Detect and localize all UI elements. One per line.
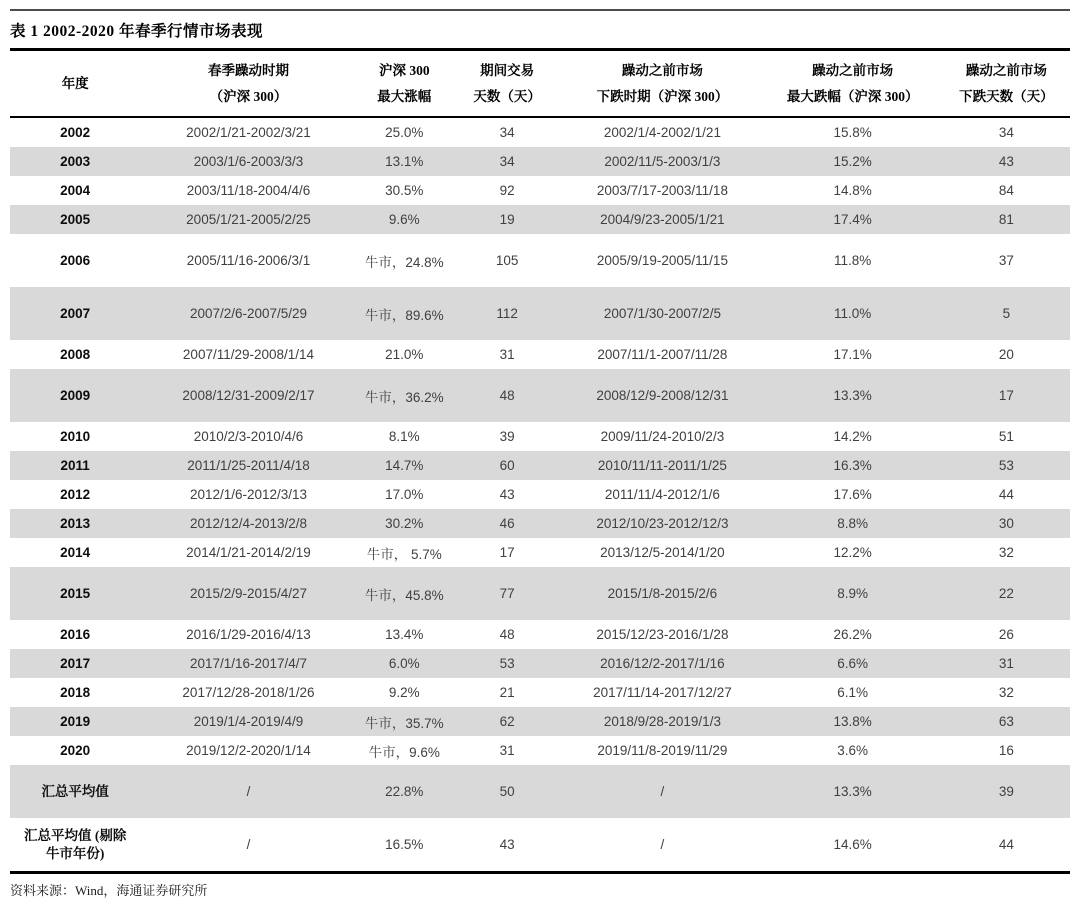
max-decline-cell: 13.8% xyxy=(833,714,872,730)
max-gain-cell: 牛市，24.8% xyxy=(364,254,444,270)
header-row xyxy=(10,50,1070,118)
trading-days-cell: 34 xyxy=(499,154,515,170)
max-decline-cell: 11.0% xyxy=(834,306,872,322)
rally-period-cell: 2019/1/4-2019/4/9 xyxy=(193,714,304,730)
max-decline-cell: 12.2% xyxy=(833,545,872,561)
col-header-year xyxy=(10,50,140,118)
trading-days-cell: 62 xyxy=(499,714,515,730)
max-decline-cell: 17.6% xyxy=(833,487,872,503)
decline-period-cell: 2002/1/4-2002/1/21 xyxy=(603,125,721,141)
rally-period-cell: 2011/1/25-2011/4/18 xyxy=(187,458,310,474)
year-cell: 2008 xyxy=(60,347,91,363)
col-header-line: 年度 xyxy=(61,75,89,91)
max-gain-cell: 22.8% xyxy=(385,784,424,800)
max-gain-cell: 6.0% xyxy=(388,656,420,672)
year-cell: 2006 xyxy=(60,253,91,269)
table-row xyxy=(10,707,1070,736)
rally-period-cell: 2017/12/28-2018/1/26 xyxy=(182,685,315,701)
summary-row xyxy=(10,765,1070,818)
col-header-line: 躁动之前市场 xyxy=(812,63,894,78)
source-note: 资料来源：Wind，海通证券研究所 xyxy=(10,883,208,899)
decline-period-cell: 2004/9/23-2005/1/21 xyxy=(600,212,725,228)
col-header-trading-days xyxy=(452,50,562,118)
rally-period-cell: 2019/12/2-2020/1/14 xyxy=(186,743,311,759)
trading-days-cell: 39 xyxy=(499,429,515,445)
decline-days-cell: 37 xyxy=(998,253,1014,269)
max-gain-cell: 14.7% xyxy=(385,458,424,474)
trading-days-cell: 48 xyxy=(499,388,515,404)
col-header-rally-period xyxy=(140,50,356,118)
decline-days-cell: 20 xyxy=(998,347,1014,363)
decline-days-cell: 84 xyxy=(998,183,1014,199)
year-cell: 2003 xyxy=(60,154,91,170)
trading-days-cell: 50 xyxy=(499,784,515,800)
decline-period-cell: 2008/12/9-2008/12/31 xyxy=(596,388,729,404)
decline-period-cell: 2011/11/4-2012/1/6 xyxy=(604,487,720,503)
max-decline-cell: 15.2% xyxy=(833,154,872,170)
rally-period-cell: / xyxy=(246,837,251,853)
decline-period-cell: 2015/12/23-2016/1/28 xyxy=(596,627,729,643)
col-header-line: 期间交易 xyxy=(480,63,535,78)
table-row xyxy=(10,620,1070,649)
max-decline-cell: 14.6% xyxy=(833,837,872,853)
col-header-max-gain xyxy=(357,50,452,118)
table-row xyxy=(10,509,1070,538)
decline-days-cell: 32 xyxy=(998,545,1014,561)
col-header-max-decline xyxy=(763,50,943,118)
rally-period-cell: 2007/11/29-2008/1/14 xyxy=(182,347,315,363)
max-gain-cell: 16.5% xyxy=(385,837,424,853)
table-row xyxy=(10,422,1070,451)
max-decline-cell: 3.6% xyxy=(837,743,869,759)
trading-days-cell: 31 xyxy=(499,743,515,759)
max-gain-cell: 牛市，36.2% xyxy=(364,389,444,405)
decline-days-cell: 22 xyxy=(998,586,1014,602)
rally-period-cell: 2002/1/21-2002/3/21 xyxy=(186,125,311,141)
year-cell: 2019 xyxy=(60,714,91,730)
rally-period-cell: 2005/1/21-2005/2/25 xyxy=(186,212,311,228)
max-decline-cell: 8.8% xyxy=(837,516,869,532)
max-gain-cell: 25.0% xyxy=(385,125,424,141)
max-gain-cell: 21.0% xyxy=(385,347,424,363)
table-row xyxy=(10,147,1070,176)
max-gain-cell: 8.1% xyxy=(388,429,420,445)
max-decline-cell: 11.8% xyxy=(834,253,872,269)
max-decline-cell: 6.6% xyxy=(837,656,869,672)
col-header-line: 最大跌幅（沪深 300） xyxy=(786,88,919,104)
decline-period-cell: 2009/11/24-2010/2/3 xyxy=(600,429,725,445)
table-row xyxy=(10,117,1070,147)
max-gain-cell: 牛市，35.7% xyxy=(364,715,444,731)
decline-days-cell: 30 xyxy=(998,516,1014,532)
year-cell: 2011 xyxy=(60,458,90,474)
trading-days-cell: 92 xyxy=(499,183,515,199)
decline-days-cell: 81 xyxy=(998,212,1014,228)
table-row xyxy=(10,369,1070,422)
decline-days-cell: 5 xyxy=(1002,306,1011,322)
rally-period-cell: 2012/1/6-2012/3/13 xyxy=(189,487,308,503)
rally-period-cell: 2005/11/16-2006/3/1 xyxy=(186,253,311,269)
max-gain-cell: 17.0% xyxy=(385,487,424,503)
trading-days-cell: 21 xyxy=(499,685,515,701)
trading-days-cell: 19 xyxy=(499,212,515,228)
table-row xyxy=(10,678,1070,707)
year-cell: 2009 xyxy=(60,388,91,404)
max-decline-cell: 17.4% xyxy=(833,212,872,228)
rally-period-cell: 2015/2/9-2015/4/27 xyxy=(189,586,308,602)
max-gain-cell: 13.4% xyxy=(385,627,424,643)
max-gain-cell: 牛市，45.8% xyxy=(364,587,444,603)
decline-days-cell: 26 xyxy=(998,627,1014,643)
table-row xyxy=(10,234,1070,287)
trading-days-cell: 105 xyxy=(495,253,519,269)
max-decline-cell: 14.2% xyxy=(833,429,872,445)
decline-days-cell: 16 xyxy=(998,743,1014,759)
year-cell: 2004 xyxy=(60,183,91,199)
col-header-line: （沪深 300） xyxy=(209,88,288,104)
table-row xyxy=(10,567,1070,620)
decline-days-cell: 63 xyxy=(998,714,1014,730)
decline-days-cell: 31 xyxy=(998,656,1014,672)
max-gain-cell: 13.1% xyxy=(385,154,424,170)
decline-days-cell: 32 xyxy=(998,685,1014,701)
max-gain-cell: 30.5% xyxy=(385,183,424,199)
max-gain-cell: 牛市，9.6% xyxy=(368,744,440,760)
table-row xyxy=(10,340,1070,369)
rally-period-cell: 2016/1/29-2016/4/13 xyxy=(186,627,311,643)
decline-period-cell: 2018/9/28-2019/1/3 xyxy=(603,714,721,730)
year-cell: 2012 xyxy=(60,487,91,503)
decline-days-cell: 51 xyxy=(998,429,1014,445)
decline-period-cell: 2002/11/5-2003/1/3 xyxy=(604,154,721,170)
decline-period-cell: 2016/12/2-2017/1/16 xyxy=(600,656,725,672)
year-cell: 2002 xyxy=(60,125,91,141)
decline-period-cell: / xyxy=(660,784,665,800)
decline-period-cell: 2010/11/11-2011/1/25 xyxy=(597,458,727,474)
trading-days-cell: 34 xyxy=(499,125,515,141)
col-header-line: 最大涨幅 xyxy=(377,88,432,104)
max-gain-cell: 9.2% xyxy=(388,685,420,701)
year-cell: 2010 xyxy=(60,429,91,445)
decline-days-cell: 34 xyxy=(998,125,1014,141)
trading-days-cell: 77 xyxy=(499,586,515,602)
decline-period-cell: 2015/1/8-2015/2/6 xyxy=(607,586,718,602)
max-gain-cell: 9.6% xyxy=(388,212,420,228)
trading-days-cell: 17 xyxy=(499,545,515,561)
max-gain-cell: 牛市， 5.7% xyxy=(366,546,442,562)
table-row xyxy=(10,176,1070,205)
decline-days-cell: 53 xyxy=(998,458,1014,474)
decline-days-cell: 44 xyxy=(998,837,1014,853)
table-title: 表 1 2002-2020 年春季行情市场表现 xyxy=(10,23,264,40)
spring-market-table xyxy=(10,48,1070,874)
col-header-line: 沪深 300 xyxy=(378,63,430,78)
decline-period-cell: 2003/7/17-2003/11/18 xyxy=(596,183,728,199)
rally-period-cell: 2012/12/4-2013/2/8 xyxy=(189,516,308,532)
table-row xyxy=(10,480,1070,509)
max-decline-cell: 15.8% xyxy=(833,125,872,141)
year-cell: 汇总平均值 (剔除 牛市年份) xyxy=(24,827,127,861)
top-divider xyxy=(10,9,1070,11)
max-decline-cell: 13.3% xyxy=(833,784,872,800)
table-row xyxy=(10,205,1070,234)
rally-period-cell: 2017/1/16-2017/4/7 xyxy=(189,656,308,672)
trading-days-cell: 43 xyxy=(499,487,515,503)
decline-period-cell: 2007/11/1-2007/11/28 xyxy=(597,347,728,363)
col-header-line: 春季躁动时期 xyxy=(207,63,289,78)
year-cell: 汇总平均值 xyxy=(41,783,109,799)
decline-days-cell: 44 xyxy=(998,487,1014,503)
col-header-line: 天数（天） xyxy=(473,88,541,104)
year-cell: 2005 xyxy=(60,212,91,228)
max-decline-cell: 8.9% xyxy=(837,586,869,602)
max-gain-cell: 30.2% xyxy=(385,516,424,532)
decline-period-cell: 2012/10/23-2012/12/3 xyxy=(596,516,729,532)
max-decline-cell: 13.3% xyxy=(833,388,872,404)
rally-period-cell: 2003/1/6-2003/3/3 xyxy=(193,154,304,170)
col-header-decline-days xyxy=(943,50,1070,118)
col-header-line: 躁动之前市场 xyxy=(965,63,1047,78)
decline-period-cell: / xyxy=(660,837,665,853)
decline-days-cell: 43 xyxy=(998,154,1014,170)
rally-period-cell: 2003/11/18-2004/4/6 xyxy=(186,183,311,199)
report-table-page xyxy=(0,9,1080,899)
rally-period-cell: 2008/12/31-2009/2/17 xyxy=(182,388,315,404)
max-decline-cell: 14.8% xyxy=(833,183,872,199)
trading-days-cell: 48 xyxy=(499,627,515,643)
year-cell: 2017 xyxy=(60,656,91,672)
table-row xyxy=(10,538,1070,567)
col-header-line: 下跌天数（天） xyxy=(959,88,1054,104)
decline-period-cell: 2019/11/8-2019/11/29 xyxy=(597,743,728,759)
year-cell: 2013 xyxy=(60,516,91,532)
year-cell: 2015 xyxy=(60,586,91,602)
table-row xyxy=(10,451,1070,480)
max-gain-cell: 牛市，89.6% xyxy=(364,307,444,323)
table-header xyxy=(10,50,1070,118)
table-row xyxy=(10,649,1070,678)
year-cell: 2018 xyxy=(60,685,91,701)
col-header-line: 下跌时期（沪深 300） xyxy=(596,88,729,104)
trading-days-cell: 60 xyxy=(499,458,515,474)
rally-period-cell: 2007/2/6-2007/5/29 xyxy=(189,306,308,322)
year-cell: 2016 xyxy=(60,627,91,643)
year-cell: 2020 xyxy=(60,743,91,759)
table-row xyxy=(10,287,1070,340)
decline-days-cell: 17 xyxy=(998,388,1014,404)
trading-days-cell: 46 xyxy=(499,516,515,532)
decline-period-cell: 2017/11/14-2017/12/27 xyxy=(593,685,732,701)
rally-period-cell: 2014/1/21-2014/2/19 xyxy=(186,545,311,561)
summary-row xyxy=(10,818,1070,873)
max-decline-cell: 16.3% xyxy=(833,458,872,474)
decline-period-cell: 2005/9/19-2005/11/15 xyxy=(596,253,728,269)
max-decline-cell: 26.2% xyxy=(833,627,872,643)
decline-period-cell: 2007/1/30-2007/2/5 xyxy=(603,306,721,322)
col-header-line: 躁动之前市场 xyxy=(621,63,703,78)
max-decline-cell: 6.1% xyxy=(837,685,869,701)
trading-days-cell: 31 xyxy=(499,347,515,363)
col-header-decline-period xyxy=(562,50,762,118)
table-body xyxy=(10,117,1070,873)
year-cell: 2014 xyxy=(60,545,91,561)
year-cell: 2007 xyxy=(60,306,91,322)
trading-days-cell: 53 xyxy=(499,656,515,672)
decline-days-cell: 39 xyxy=(998,784,1014,800)
trading-days-cell: 43 xyxy=(499,837,515,853)
table-row xyxy=(10,736,1070,765)
rally-period-cell: 2010/2/3-2010/4/6 xyxy=(193,429,304,445)
rally-period-cell: / xyxy=(246,784,251,800)
max-decline-cell: 17.1% xyxy=(833,347,872,363)
trading-days-cell: 112 xyxy=(496,306,518,322)
decline-period-cell: 2013/12/5-2014/1/20 xyxy=(600,545,725,561)
